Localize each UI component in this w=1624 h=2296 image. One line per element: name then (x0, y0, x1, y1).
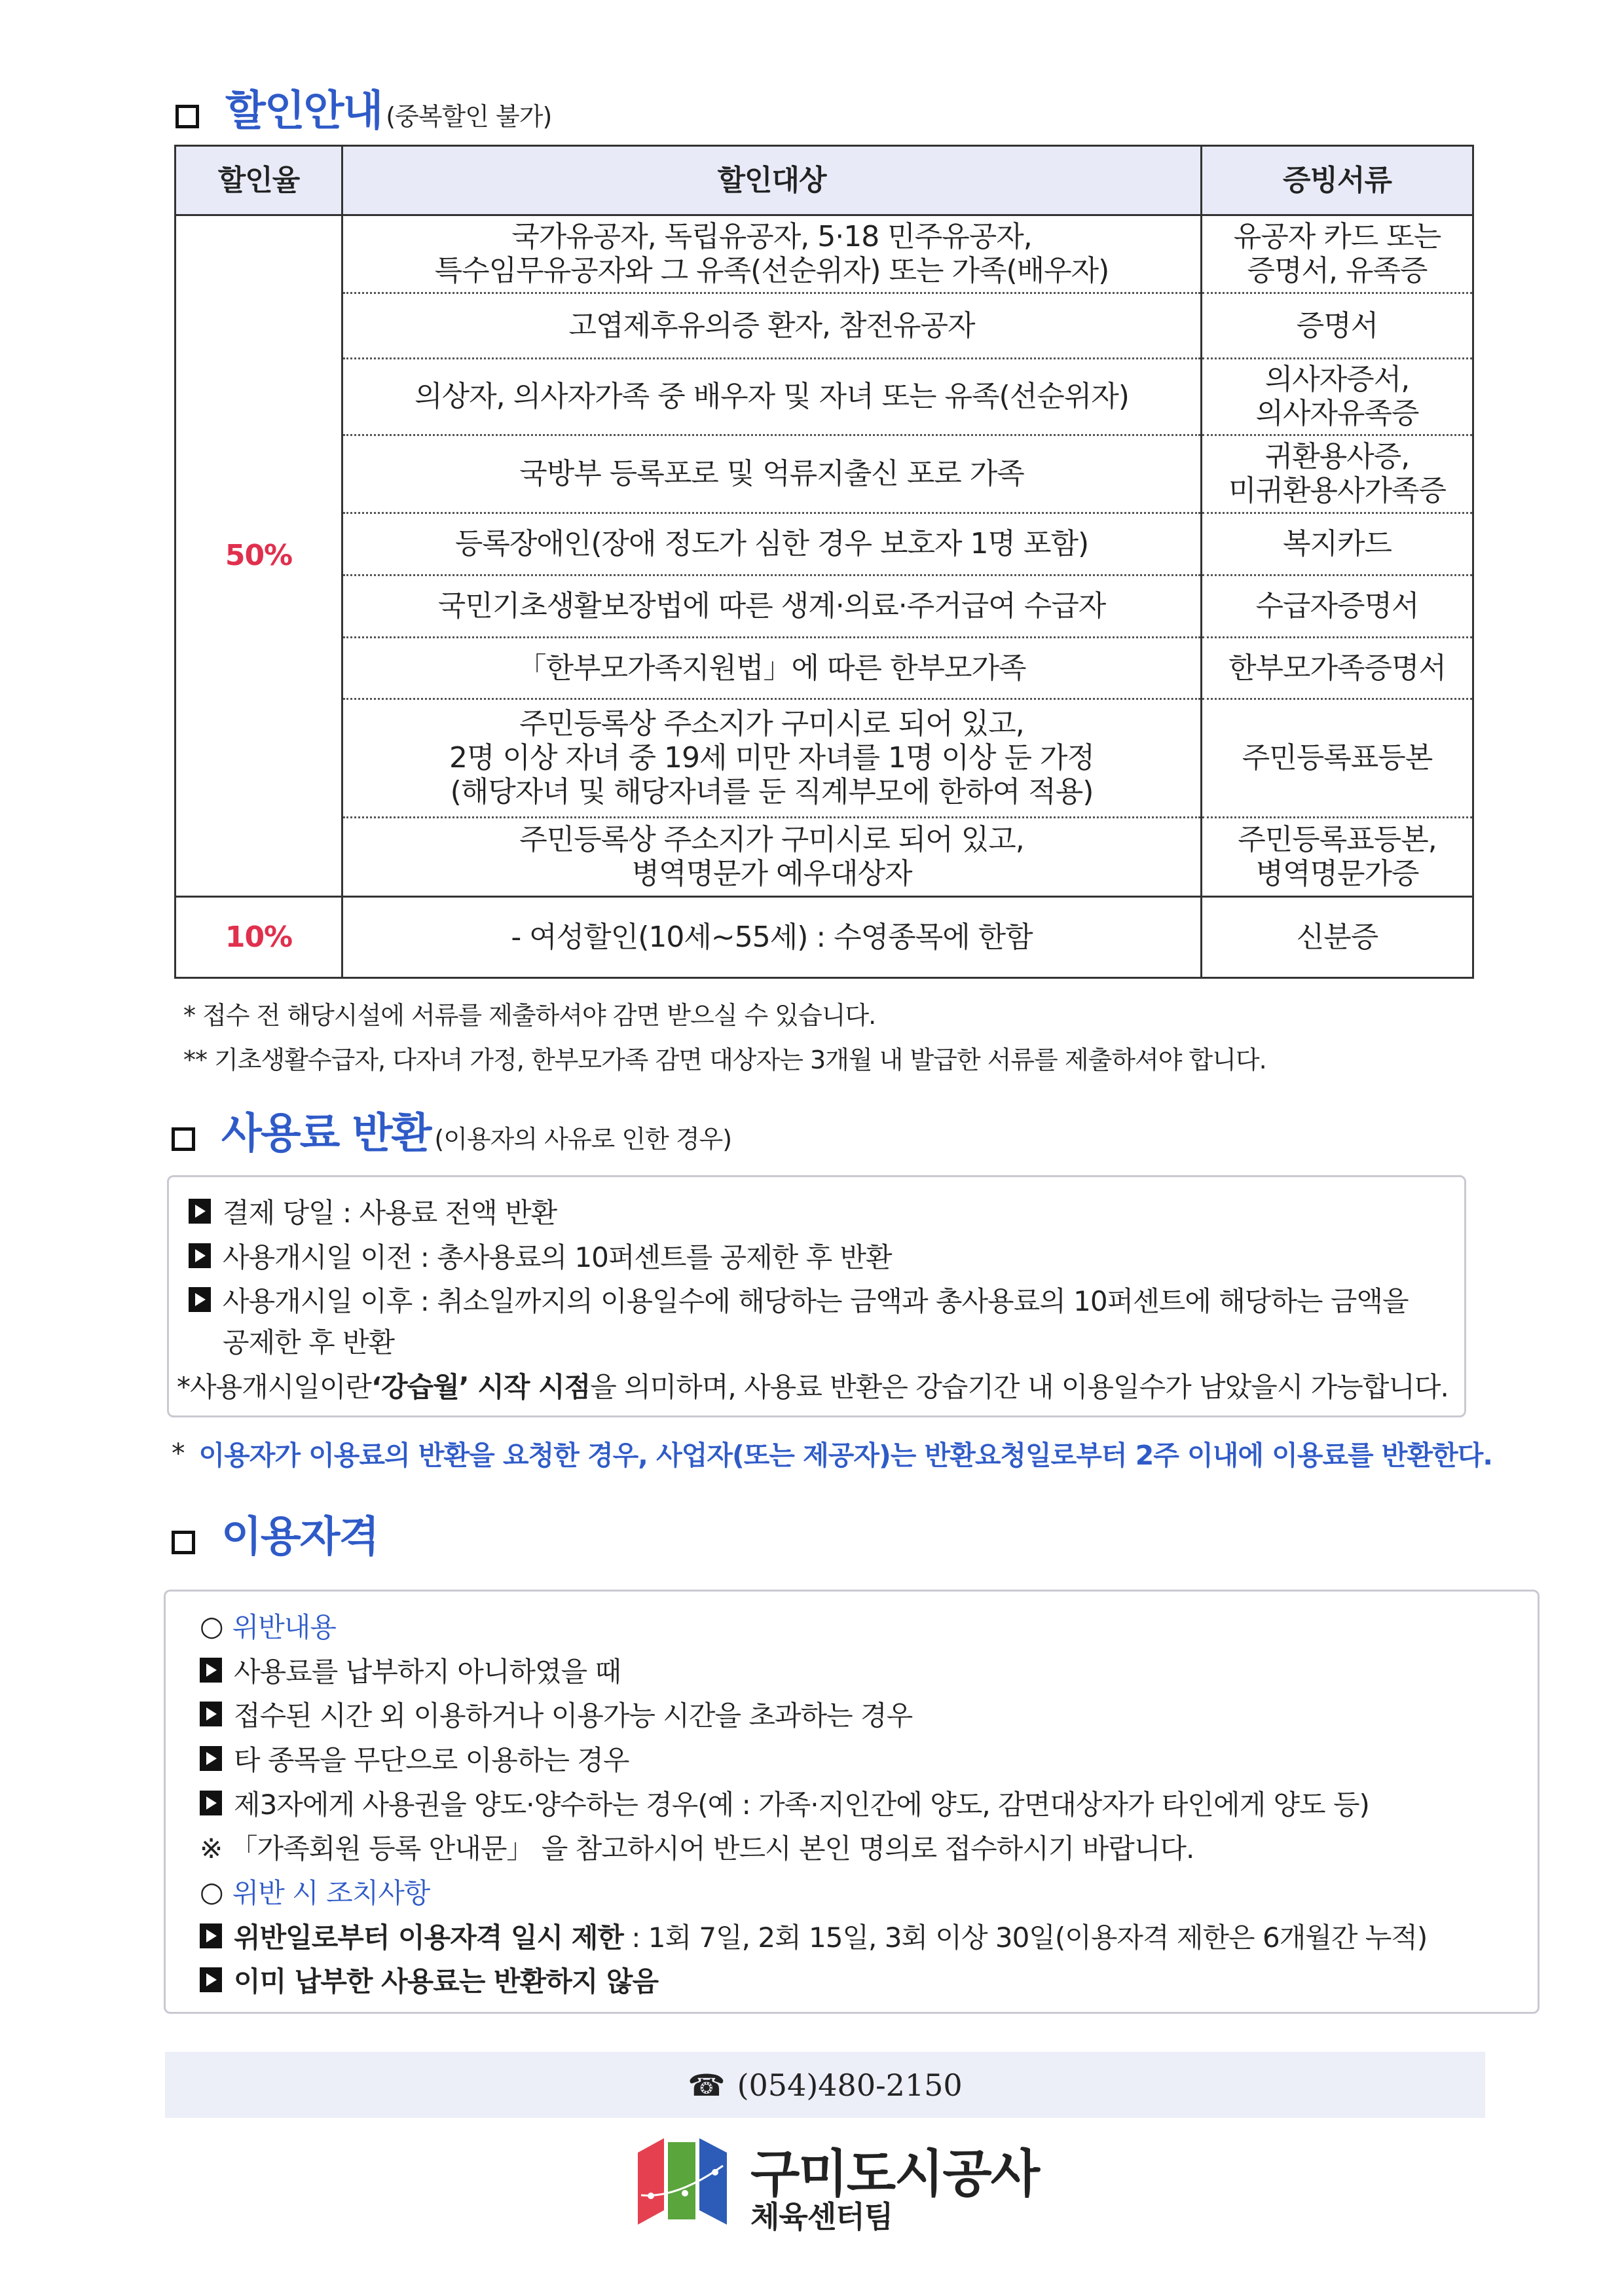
refund-item-text: 사용개시일 이후 : 취소일까지의 이용일수에 해당하는 금액과 총사용료의 10퍼센트에 해당하는 금액을 (223, 1285, 1409, 1317)
docs-line: 증명서, 유족증 (1247, 254, 1428, 287)
target-cell: - 여성할인(10세~55세) : 수영종목에 한함 (342, 897, 1202, 978)
blue-note-text: 이용자가 이용료의 반환을 요청한 경우, 사업자(또는 제공자)는 반환요청일로부터 2주 이내에 이용료를 반환한다. (198, 1440, 1492, 1471)
target-cell: 「한부모가족지원법」에 따른 한부모가족 (342, 638, 1202, 699)
target-cell (342, 818, 1202, 897)
action-item (200, 1916, 1427, 1956)
rate-50: 50% (175, 215, 342, 897)
item-text: 접수된 시간 외 이용하거나 이용가능 시간을 초과하는 경우 (234, 1700, 913, 1732)
logo-icon (638, 2133, 729, 2228)
refund-item (189, 1236, 892, 1275)
docs-line: 주민등록표등본, (1238, 823, 1437, 856)
docs-cell: 증명서 (1202, 293, 1473, 359)
target-cell: 국방부 등록포로 및 억류지출신 포로 가족 (342, 435, 1202, 513)
arrow-bullet-icon (200, 1967, 222, 1992)
table-row (175, 575, 1473, 638)
arrow-bullet-icon (189, 1287, 211, 1312)
docs-line: 미귀환용사가족증 (1228, 474, 1447, 507)
docs-cell (1202, 818, 1473, 897)
arrow-bullet-icon (200, 1791, 222, 1815)
item-text: 이미 납부한 사용료는 반환하지 않음 (234, 1965, 659, 1997)
heading-text: 위반내용 (232, 1611, 336, 1643)
target-cell: 등록장애인(장애 정도가 심한 경우 보호자 1명 포함) (342, 513, 1202, 575)
checkbox-square-icon (175, 105, 199, 128)
discount-note-1: * 접수 전 해당시설에 서류를 제출하셔야 감면 받으실 수 있습니다. (183, 1001, 876, 1030)
target-cell (342, 699, 1202, 818)
eligibility-section-title (172, 1503, 378, 1563)
refund-section-title (172, 1100, 731, 1160)
footnote-text: *사용개시일이란 (177, 1371, 372, 1403)
refund-item-text: 사용개시일 이전 : 총사용료의 10퍼센트를 공제한 후 반환 (223, 1241, 892, 1273)
refund-item (189, 1280, 1409, 1319)
target-line: 2명 이상 자녀 중 19세 미만 자녀를 1명 이상 둔 가정 (449, 741, 1094, 774)
violation-item (200, 1694, 912, 1734)
docs-cell: 수급자증명서 (1202, 575, 1473, 638)
circle-bullet-icon: ○ (200, 1609, 223, 1642)
arrow-bullet-icon (200, 1923, 222, 1948)
action-heading (200, 1872, 430, 1911)
eligibility-box (164, 1590, 1540, 2014)
target-cell (342, 215, 1202, 293)
item-text: 타 종목을 무단으로 이용하는 경우 (234, 1744, 629, 1776)
table-row (175, 897, 1473, 978)
target-line: 병역명문가 예우대상자 (631, 857, 912, 890)
action-item (200, 1960, 658, 1999)
table-row (175, 638, 1473, 699)
footnote-text: 을 의미하며, 사용료 반환은 강습기간 내 이용일수가 남았을시 가능합니다. (590, 1371, 1449, 1403)
target-cell: 고엽제후유의증 환자, 참전유공자 (342, 293, 1202, 359)
discount-section-title (175, 77, 551, 137)
target-line: 국가유공자, 독립유공자, 5·18 민주유공자, (511, 220, 1032, 253)
docs-cell (1202, 215, 1473, 293)
table-row (175, 818, 1473, 897)
discount-subtitle: (중복할인 불가) (386, 102, 552, 131)
docs-cell: 한부모가족증명서 (1202, 638, 1473, 699)
refund-box (167, 1175, 1466, 1417)
header-rate: 할인율 (175, 146, 342, 215)
arrow-bullet-icon (189, 1199, 211, 1224)
refund-item-continuation: 공제한 후 반환 (223, 1326, 395, 1358)
reference-note: ※ 「가족회원 등록 안내문」 을 참고하시어 반드시 본인 명의로 접수하시기 바랍니다. (200, 1832, 1194, 1865)
docs-cell (1202, 359, 1473, 435)
target-cell: 의상자, 의사자가족 중 배우자 및 자녀 또는 유족(선순위자) (342, 359, 1202, 435)
checkbox-square-icon (172, 1531, 195, 1554)
target-line: (해당자녀 및 해당자녀를 둔 직계부모에 한하여 적용) (450, 775, 1094, 809)
refund-footnote (177, 1366, 1449, 1405)
target-line: 특수임무유공자와 그 유족(선순위자) 또는 가족(배우자) (434, 254, 1109, 287)
table-row (175, 215, 1473, 293)
table-header-row (175, 146, 1473, 215)
table-row (175, 293, 1473, 359)
docs-cell: 신분증 (1202, 897, 1473, 978)
table-row (175, 435, 1473, 513)
docs-line: 귀환용사증, (1264, 440, 1410, 473)
refund-title: 사용료 반환 (221, 1110, 431, 1158)
item-text: : 1회 7일, 2회 15일, 3회 이상 30일(이용자격 제한은 6개월간 누적) (623, 1922, 1428, 1954)
org-name: 구미도시공사 (750, 2145, 1039, 2204)
violation-item (200, 1650, 621, 1690)
target-line: 주민등록상 주소지가 구미시로 되어 있고, (519, 823, 1024, 856)
arrow-bullet-icon (189, 1243, 211, 1268)
docs-line: 병역명문가증 (1255, 857, 1419, 890)
refund-item (189, 1192, 557, 1231)
docs-line: 의사자유족증 (1255, 397, 1419, 430)
header-target: 할인대상 (342, 146, 1202, 215)
violation-item (200, 1739, 629, 1778)
docs-line: 의사자증서, (1264, 363, 1410, 396)
discount-note-2: ** 기초생활수급자, 다자녀 가정, 한부모가족 감면 대상자는 3개월 내 발급한 서류를 제출하셔야 합니다. (183, 1046, 1266, 1074)
phone-number: (054)480-2150 (737, 2067, 963, 2103)
table-row (175, 513, 1473, 575)
header-docs: 증빙서류 (1202, 146, 1473, 215)
violation-heading (200, 1606, 336, 1645)
arrow-bullet-icon (200, 1746, 222, 1771)
docs-line: 유공자 카드 또는 (1233, 220, 1441, 253)
table-row (175, 699, 1473, 818)
docs-cell (1202, 435, 1473, 513)
eligibility-title: 이용자격 (221, 1513, 378, 1561)
rate-10: 10% (175, 897, 342, 978)
docs-cell: 주민등록표등본 (1202, 699, 1473, 818)
checkbox-square-icon (172, 1127, 195, 1151)
refund-subtitle: (이용자의 사유로 인한 경우) (434, 1125, 732, 1154)
arrow-bullet-icon (200, 1658, 222, 1683)
note-star: * (172, 1437, 185, 1469)
team-name: 체육센터팀 (750, 2199, 893, 2234)
violation-item (200, 1783, 1369, 1823)
item-text: 제3자에게 사용권을 양도·양수하는 경우(예 : 가족·지인간에 양도, 감면대상자가 타인에게 양도 등) (234, 1789, 1369, 1821)
circle-bullet-icon: ○ (200, 1875, 223, 1908)
item-text: 사용료를 납부하지 아니하였을 때 (234, 1656, 621, 1688)
arrow-bullet-icon (200, 1702, 222, 1726)
phone-band (165, 2052, 1485, 2118)
discount-title: 할인안내 (225, 87, 382, 136)
phone-icon: ☎ (688, 2067, 726, 2103)
docs-cell: 복지카드 (1202, 513, 1473, 575)
refund-item-text: 결제 당일 : 사용료 전액 반환 (223, 1197, 557, 1229)
footnote-bold: ‘강습월’ 시작 시점 (371, 1371, 591, 1403)
table-row (175, 359, 1473, 435)
item-bold: 위반일로부터 이용자격 일시 제한 (234, 1922, 623, 1954)
heading-text: 위반 시 조치사항 (232, 1877, 430, 1909)
refund-blue-note (172, 1434, 1492, 1472)
target-cell: 국민기초생활보장법에 따른 생계·의료·주거급여 수급자 (342, 575, 1202, 638)
target-line: 주민등록상 주소지가 구미시로 되어 있고, (519, 707, 1024, 740)
discount-table (174, 145, 1474, 979)
